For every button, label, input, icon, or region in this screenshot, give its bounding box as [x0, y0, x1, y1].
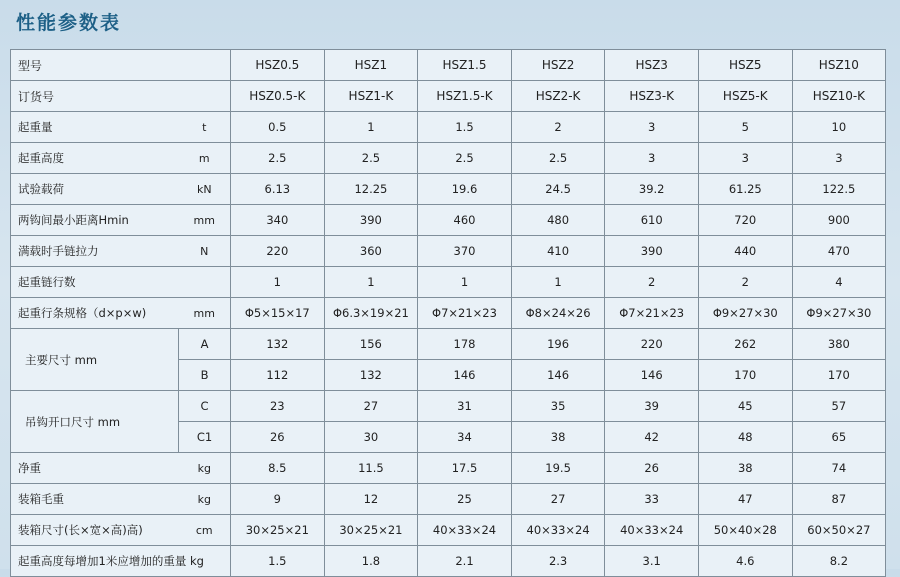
value-cell: 146: [511, 360, 605, 391]
value-cell: 38: [698, 453, 792, 484]
value-cell: 2.1: [418, 546, 512, 577]
value-cell: 31: [418, 391, 512, 422]
table-row: [11, 236, 886, 267]
value-cell: 1.5: [231, 546, 325, 577]
value-cell: 30: [324, 422, 418, 453]
value-cell: 40×33×24: [511, 515, 605, 546]
row-label: 试验载荷: [11, 174, 179, 205]
row-label: 满载时手链拉力: [11, 236, 179, 267]
value-cell: 132: [324, 360, 418, 391]
row-label: 起重量: [11, 112, 179, 143]
model-cell: HSZ1.5: [418, 50, 512, 81]
value-cell: 460: [418, 205, 512, 236]
value-cell: 1.5: [418, 112, 512, 143]
value-cell: 720: [698, 205, 792, 236]
value-cell: 2: [605, 267, 699, 298]
value-cell: 146: [605, 360, 699, 391]
value-cell: 4: [792, 267, 886, 298]
value-cell: 26: [605, 453, 699, 484]
value-cell: 220: [231, 236, 325, 267]
sub-key: C1: [179, 422, 231, 453]
value-cell: 3: [605, 143, 699, 174]
value-cell: 24.5: [511, 174, 605, 205]
order-cell: HSZ5-K: [698, 81, 792, 112]
value-cell: 3: [605, 112, 699, 143]
table-row: [11, 453, 886, 484]
sub-key: C: [179, 391, 231, 422]
row-unit: m: [179, 143, 231, 174]
value-cell: 8.2: [792, 546, 886, 577]
value-cell: 370: [418, 236, 512, 267]
header-row-order: [11, 81, 886, 112]
model-cell: HSZ5: [698, 50, 792, 81]
model-label: 型号: [11, 50, 231, 81]
value-cell: 12.25: [324, 174, 418, 205]
value-cell: 196: [511, 329, 605, 360]
table-row: [11, 174, 886, 205]
value-cell: 48: [698, 422, 792, 453]
value-cell: 6.13: [231, 174, 325, 205]
value-cell: 220: [605, 329, 699, 360]
row-unit: N: [179, 236, 231, 267]
value-cell: 470: [792, 236, 886, 267]
value-cell: 50×40×28: [698, 515, 792, 546]
order-label: 订货号: [11, 81, 231, 112]
value-cell: 3.1: [605, 546, 699, 577]
value-cell: 2.5: [511, 143, 605, 174]
table-row: [11, 546, 886, 577]
table-row: [11, 298, 886, 329]
value-cell: 38: [511, 422, 605, 453]
row-unit: kg: [179, 453, 231, 484]
value-cell: Φ7×21×23: [605, 298, 699, 329]
spec-table: [10, 49, 886, 577]
value-cell: 1.8: [324, 546, 418, 577]
value-cell: 12: [324, 484, 418, 515]
value-cell: 9: [231, 484, 325, 515]
value-cell: 39: [605, 391, 699, 422]
order-cell: HSZ0.5-K: [231, 81, 325, 112]
sub-key: A: [179, 329, 231, 360]
value-cell: 23: [231, 391, 325, 422]
value-cell: 1: [324, 267, 418, 298]
value-cell: 3: [698, 143, 792, 174]
value-cell: 380: [792, 329, 886, 360]
value-cell: 61.25: [698, 174, 792, 205]
model-cell: HSZ1: [324, 50, 418, 81]
row-label: 两钩间最小距离Hmin: [11, 205, 179, 236]
model-cell: HSZ0.5: [231, 50, 325, 81]
row-unit: kg: [179, 484, 231, 515]
group-label: 主要尺寸 mm: [11, 329, 179, 391]
value-cell: 30×25×21: [231, 515, 325, 546]
value-cell: 0.5: [231, 112, 325, 143]
value-cell: 900: [792, 205, 886, 236]
value-cell: 122.5: [792, 174, 886, 205]
value-cell: 4.6: [698, 546, 792, 577]
value-cell: 410: [511, 236, 605, 267]
value-cell: 87: [792, 484, 886, 515]
value-cell: 340: [231, 205, 325, 236]
order-cell: HSZ10-K: [792, 81, 886, 112]
row-unit: kN: [179, 174, 231, 205]
value-cell: Φ8×24×26: [511, 298, 605, 329]
value-cell: 5: [698, 112, 792, 143]
row-label: 起重行条规格（d×p×w): [11, 298, 179, 329]
value-cell: Φ7×21×23: [418, 298, 512, 329]
row-label: 起重高度: [11, 143, 179, 174]
value-cell: 42: [605, 422, 699, 453]
value-cell: 1: [324, 112, 418, 143]
value-cell: 170: [698, 360, 792, 391]
value-cell: 156: [324, 329, 418, 360]
value-cell: 146: [418, 360, 512, 391]
value-cell: 170: [792, 360, 886, 391]
row-unit: t: [179, 112, 231, 143]
value-cell: 2: [698, 267, 792, 298]
value-cell: Φ5×15×17: [231, 298, 325, 329]
table-row: [11, 267, 886, 298]
row-unit: mm: [179, 298, 231, 329]
value-cell: 2: [511, 112, 605, 143]
value-cell: 1: [511, 267, 605, 298]
value-cell: 47: [698, 484, 792, 515]
value-cell: 178: [418, 329, 512, 360]
value-cell: 27: [511, 484, 605, 515]
row-label: 起重高度每增加1米应增加的重量 kg: [11, 546, 231, 577]
table-row: [11, 112, 886, 143]
group-label: 吊钩开口尺寸 mm: [11, 391, 179, 453]
value-cell: 262: [698, 329, 792, 360]
value-cell: 10: [792, 112, 886, 143]
value-cell: 60×50×27: [792, 515, 886, 546]
sub-key: B: [179, 360, 231, 391]
value-cell: 40×33×24: [605, 515, 699, 546]
table-row: [11, 143, 886, 174]
value-cell: 25: [418, 484, 512, 515]
order-cell: HSZ3-K: [605, 81, 699, 112]
value-cell: Φ9×27×30: [792, 298, 886, 329]
value-cell: 2.3: [511, 546, 605, 577]
table-row: [11, 329, 886, 360]
value-cell: 11.5: [324, 453, 418, 484]
value-cell: 2.5: [231, 143, 325, 174]
value-cell: 19.6: [418, 174, 512, 205]
order-cell: HSZ1.5-K: [418, 81, 512, 112]
value-cell: 440: [698, 236, 792, 267]
table-row: [11, 484, 886, 515]
value-cell: 27: [324, 391, 418, 422]
value-cell: 360: [324, 236, 418, 267]
header-row-model: [11, 50, 886, 81]
value-cell: Φ6.3×19×21: [324, 298, 418, 329]
value-cell: Φ9×27×30: [698, 298, 792, 329]
value-cell: 2.5: [324, 143, 418, 174]
value-cell: 8.5: [231, 453, 325, 484]
order-cell: HSZ2-K: [511, 81, 605, 112]
row-label: 起重链行数: [11, 267, 231, 298]
page-title: 性能参数表: [16, 12, 122, 34]
value-cell: 610: [605, 205, 699, 236]
value-cell: 3: [792, 143, 886, 174]
model-cell: HSZ2: [511, 50, 605, 81]
value-cell: 65: [792, 422, 886, 453]
row-label: 装箱毛重: [11, 484, 179, 515]
row-label: 装箱尺寸(长×宽×高)高): [11, 515, 179, 546]
value-cell: 480: [511, 205, 605, 236]
value-cell: 39.2: [605, 174, 699, 205]
order-cell: HSZ1-K: [324, 81, 418, 112]
model-cell: HSZ10: [792, 50, 886, 81]
row-unit: mm: [179, 205, 231, 236]
value-cell: 34: [418, 422, 512, 453]
row-label: 净重: [11, 453, 179, 484]
value-cell: 33: [605, 484, 699, 515]
value-cell: 35: [511, 391, 605, 422]
table-row: [11, 205, 886, 236]
value-cell: 17.5: [418, 453, 512, 484]
model-cell: HSZ3: [605, 50, 699, 81]
value-cell: 45: [698, 391, 792, 422]
table-row: [11, 515, 886, 546]
value-cell: 74: [792, 453, 886, 484]
value-cell: 19.5: [511, 453, 605, 484]
value-cell: 57: [792, 391, 886, 422]
value-cell: 26: [231, 422, 325, 453]
value-cell: 1: [418, 267, 512, 298]
value-cell: 40×33×24: [418, 515, 512, 546]
value-cell: 1: [231, 267, 325, 298]
value-cell: 132: [231, 329, 325, 360]
value-cell: 30×25×21: [324, 515, 418, 546]
value-cell: 112: [231, 360, 325, 391]
value-cell: 390: [605, 236, 699, 267]
value-cell: 390: [324, 205, 418, 236]
value-cell: 2.5: [418, 143, 512, 174]
table-row: [11, 391, 886, 422]
row-unit: cm: [179, 515, 231, 546]
